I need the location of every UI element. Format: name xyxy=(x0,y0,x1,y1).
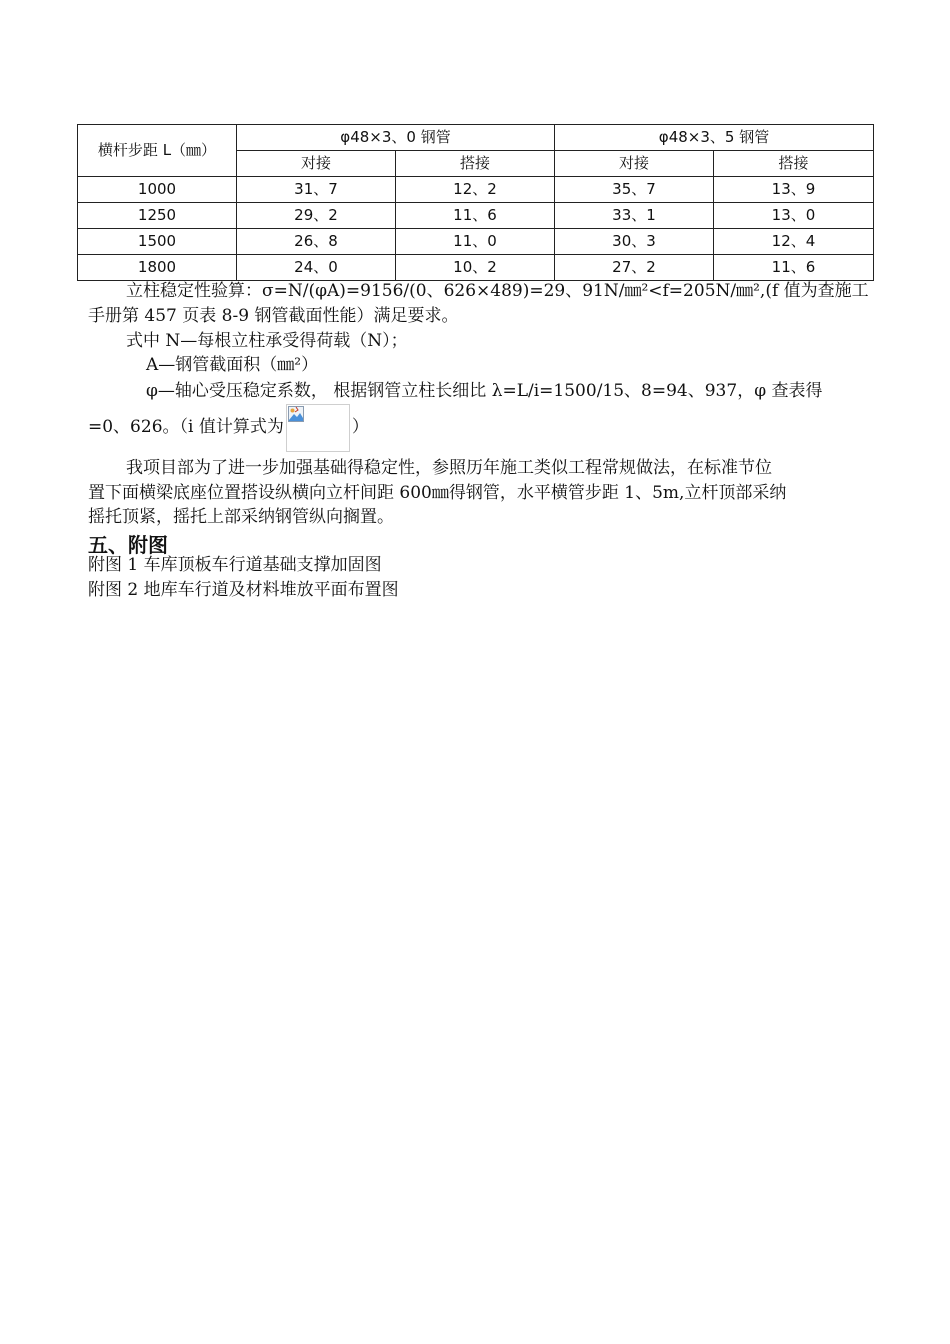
formula-n-definition: 式中 N—每根立柱承受得荷载（N）； xyxy=(126,331,408,351)
broken-image-icon xyxy=(288,406,304,422)
formula-image xyxy=(286,404,350,452)
appendix-item-1: 附图 1 车库顶板车行道基础支撑加固图 xyxy=(88,555,382,575)
formula-phi-result xyxy=(88,403,369,452)
subheader-lap-1: 搭接 xyxy=(396,151,555,177)
table-cell: 35、7 xyxy=(555,177,714,203)
table-cell: 11、0 xyxy=(396,229,555,255)
phi-result-suffix: ） xyxy=(351,417,369,437)
table-cell: 1800 xyxy=(78,255,237,281)
table-row xyxy=(78,229,874,255)
table-row xyxy=(78,203,874,229)
table-cell: 27、2 xyxy=(555,255,714,281)
table-cell: 1500 xyxy=(78,229,237,255)
table-cell: 26、8 xyxy=(237,229,396,255)
formula-a-definition: A—钢管截面积（㎜²） xyxy=(146,355,319,375)
table-header-row xyxy=(78,125,874,151)
table-cell: 11、6 xyxy=(396,203,555,229)
stability-check-line-2: 手册第 457 页表 8-9 钢管截面性能）满足要求。 xyxy=(88,306,459,326)
section-heading: 五、附图 xyxy=(88,533,168,557)
table-row xyxy=(78,177,874,203)
table-cell: 33、1 xyxy=(555,203,714,229)
table-row xyxy=(78,255,874,281)
appendix-item-2: 附图 2 地库车行道及材料堆放平面布置图 xyxy=(88,580,399,600)
reinforcement-line-3: 摇托顶紧，摇托上部采纳钢管纵向搁置。 xyxy=(88,507,394,527)
table-cell: 10、2 xyxy=(396,255,555,281)
table-cell: 13、0 xyxy=(714,203,874,229)
table-cell: 31、7 xyxy=(237,177,396,203)
table-cell: 12、2 xyxy=(396,177,555,203)
stability-check-line-1: 立柱稳定性验算：σ=N/(φA)=9156/(0、626×489)=29、91N/㎜²<f=205N/㎜²,(f 值为查施工 xyxy=(126,281,869,301)
table-cell: 11、6 xyxy=(714,255,874,281)
table-cell: 30、3 xyxy=(555,229,714,255)
table-cell: 13、9 xyxy=(714,177,874,203)
formula-phi-definition: φ—轴心受压稳定系数， 根据钢管立柱长细比 λ=L/i=1500/15、8=94、937，φ 查表得 xyxy=(146,381,823,401)
table-cell: 24、0 xyxy=(237,255,396,281)
header-step-length: 横杆步距 L（㎜） xyxy=(78,125,237,177)
header-group-30: φ48×3、0 钢管 xyxy=(237,125,555,151)
subheader-lap-2: 搭接 xyxy=(714,151,874,177)
reinforcement-line-2: 置下面横梁底座位置搭设纵横向立杆间距 600㎜得钢管，水平横管步距 1、5m,立杆顶部采纳 xyxy=(88,483,787,503)
table-cell: 1250 xyxy=(78,203,237,229)
table-cell: 1000 xyxy=(78,177,237,203)
steel-tube-table xyxy=(77,124,874,281)
phi-result-prefix: =0、626。（i 值计算式为 xyxy=(88,417,284,437)
subheader-butt-1: 对接 xyxy=(237,151,396,177)
table-cell: 29、2 xyxy=(237,203,396,229)
reinforcement-line-1: 我项目部为了进一步加强基础得稳定性，参照历年施工类似工程常规做法，在标准节位 xyxy=(126,458,772,478)
table-cell: 12、4 xyxy=(714,229,874,255)
subheader-butt-2: 对接 xyxy=(555,151,714,177)
header-group-35: φ48×3、5 钢管 xyxy=(555,125,874,151)
